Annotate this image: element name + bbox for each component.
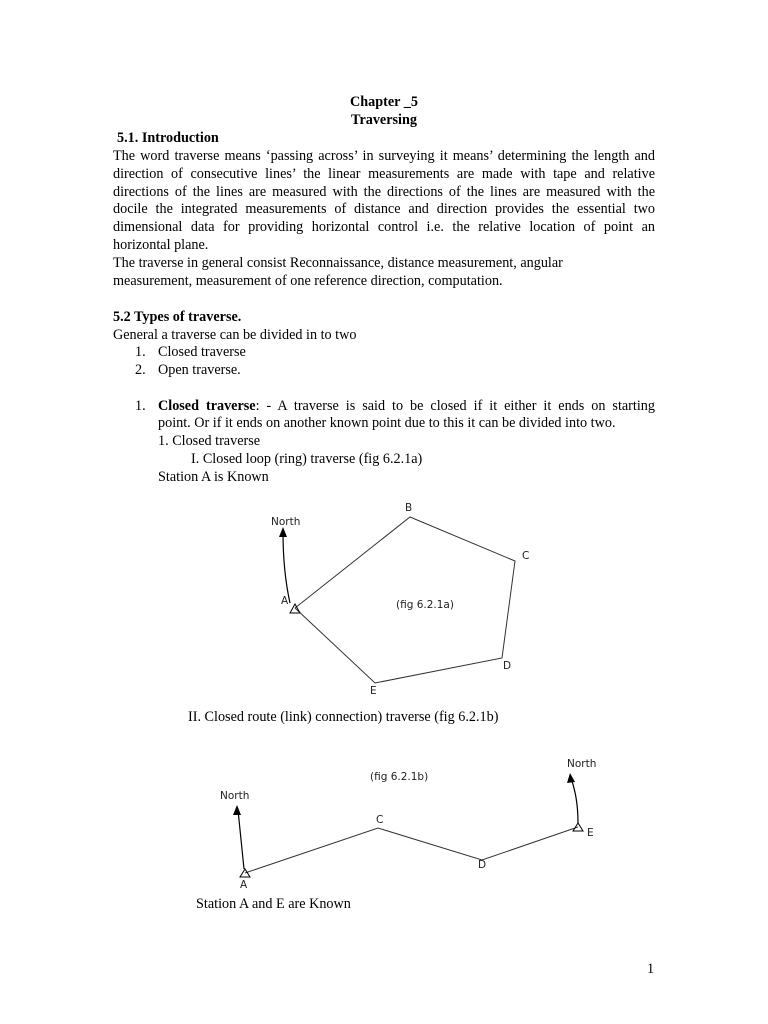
point-label-e: E xyxy=(370,685,377,697)
station-ae-known: Station A and E are Known xyxy=(196,896,351,912)
north-arrow-right xyxy=(571,778,578,823)
list-item-number: 2. xyxy=(135,362,146,378)
point-label-a: A xyxy=(281,595,289,607)
north-label: North xyxy=(271,516,301,528)
intro-paragraph-2-line-1: The traverse in general consist Reconnaissance, distance measurement, angular xyxy=(113,255,563,271)
north-arrowhead-left xyxy=(233,805,241,815)
chapter-title: Chapter _5 xyxy=(350,94,418,110)
closed-definition-text: : - A traverse is said to be closed if it either it ends on starting xyxy=(255,398,655,414)
fig-b-label: (fig 6.2.1b) xyxy=(370,771,429,783)
closed-route-caption: II. Closed route (link) connection) traverse (fig 6.2.1b) xyxy=(188,709,499,725)
point-label-d: D xyxy=(503,660,512,672)
north-label-right: North xyxy=(567,758,597,770)
point-label-a-link: A xyxy=(240,879,248,891)
north-arrow-a xyxy=(283,532,290,603)
list-item-text: Closed traverse xyxy=(158,344,246,360)
point-label-b: B xyxy=(405,502,413,514)
north-arrow-left xyxy=(238,810,244,869)
intro-paragraph-2-line-2: measurement, measurement of one reference direction, computation. xyxy=(113,273,503,289)
closed-term: Closed traverse xyxy=(158,398,256,414)
point-label-e-link: E xyxy=(587,827,594,839)
page-number: 1 xyxy=(647,961,655,977)
closed-definition-line-2: point. Or if it ends on another known point due to this it can be divided into two. xyxy=(158,415,616,431)
north-label-left: North xyxy=(220,790,250,802)
point-label-c-link: C xyxy=(376,814,384,826)
intro-heading: 5.1. Introduction xyxy=(117,130,219,146)
types-lead: General a traverse can be divided in to two xyxy=(113,327,357,343)
fig-a-label: (fig 6.2.1a) xyxy=(396,599,454,611)
intro-paragraph: The word traverse means ‘passing across’ in surveying it means’ determining the length and direction of consecutive lines’ the linear measurements are made with tape and relative directions of the lines are measured with the directions of the lines are measured with the docile the integrated measurements of distance and direction provides the essential two dimensional data for providing horizontal control i.e. the relative location of point an horizontal plane. xyxy=(113,148,655,253)
list-item-number: 1. xyxy=(135,344,146,360)
closed-sub-heading: 1. Closed traverse xyxy=(158,433,261,449)
closed-item-number: 1. xyxy=(135,398,146,414)
north-arrowhead-right xyxy=(567,773,575,783)
north-arrowhead-a xyxy=(279,527,287,537)
link-traverse-lines xyxy=(245,827,578,873)
list-item-text: Open traverse. xyxy=(158,362,241,378)
chapter-subtitle: Traversing xyxy=(351,112,417,128)
point-label-d-link: D xyxy=(478,859,487,871)
station-a-known: Station A is Known xyxy=(158,469,269,485)
point-label-c: C xyxy=(522,550,530,562)
types-heading: 5.2 Types of traverse. xyxy=(113,309,242,325)
closed-loop-caption: I. Closed loop (ring) traverse (fig 6.2.1a) xyxy=(191,451,423,467)
